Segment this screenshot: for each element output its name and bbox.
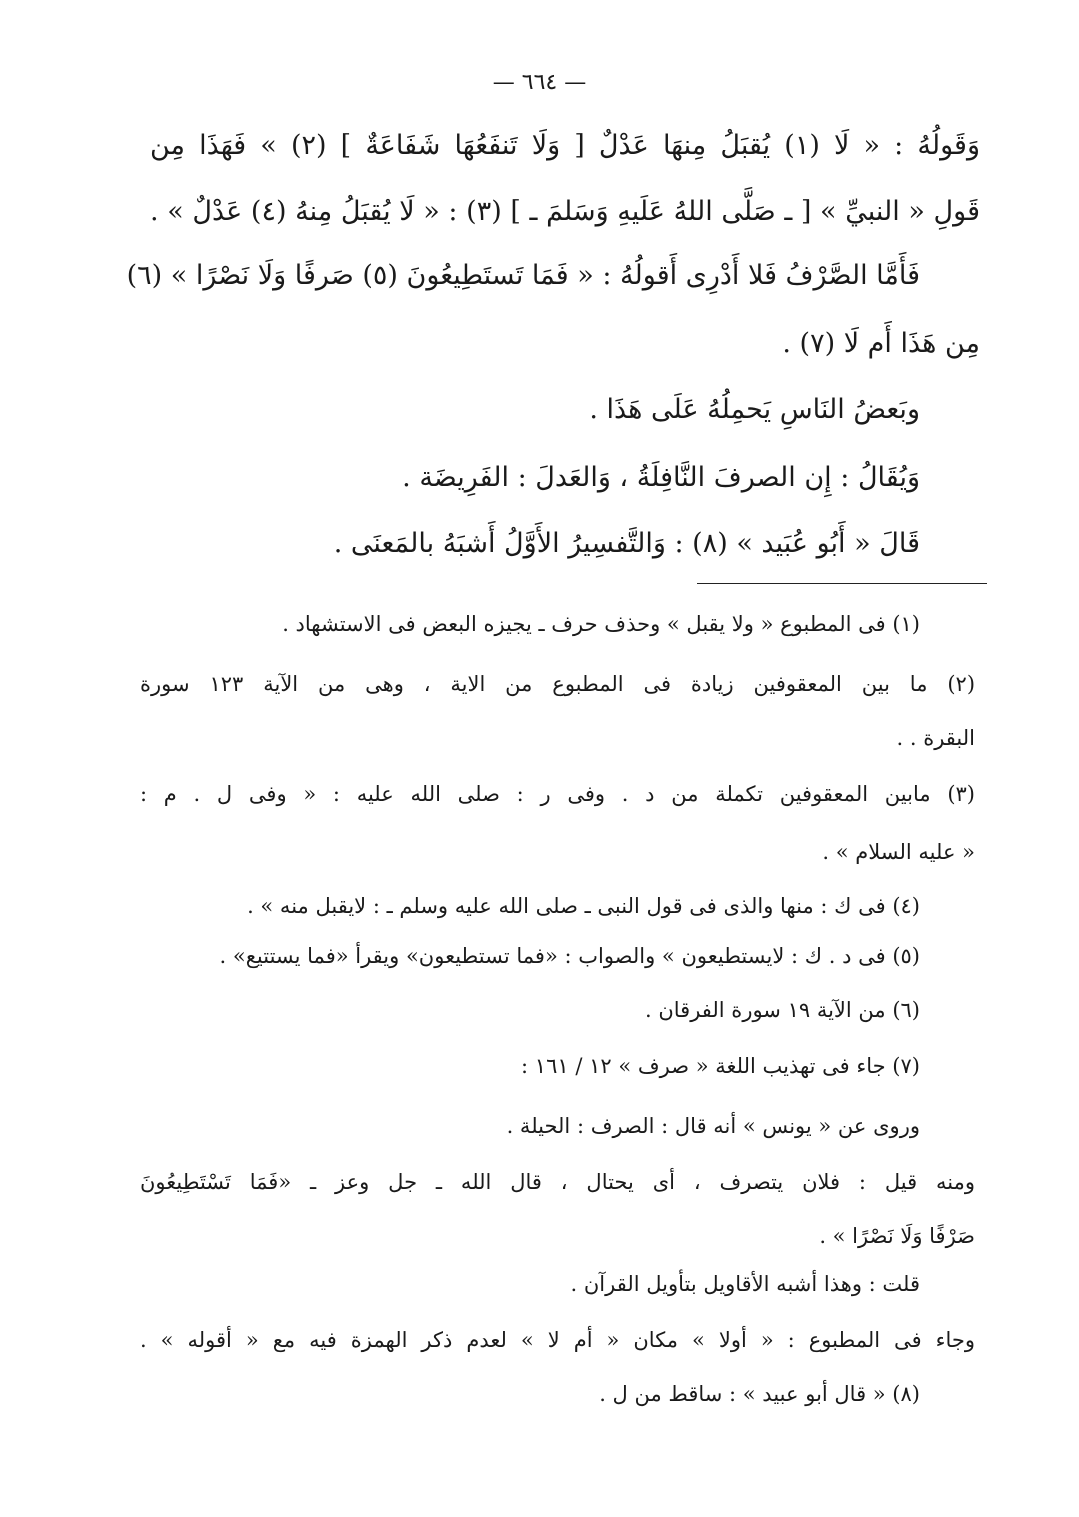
footnote-line: ومنه قيل : فلان يتصرف ، أى يحتال ، قال الله ـ جل وعز ـ «فَمَا تَسْتَطِيعُونَ xyxy=(140,1170,975,1194)
main-text-line: وَقَولُهُ : « لَا (١) يُقبَلُ مِنهَا عَدْلٌ [ وَلَا تَنفَعُهَا شَفَاعَةٌ ] (٢) » فَهَذَا مِن xyxy=(150,130,980,161)
main-text-line: فَأَمَّا الصَّرْفُ فَلا أَدْرِى أَقولُهُ : « فَمَا تَستَطِيعُونَ (٥) صَرفًا وَلَا نَصْرًا » (٦) xyxy=(126,260,920,291)
footnote-line: قلت : وهذا أشبه الأقاويل بتأويل القرآن . xyxy=(570,1272,920,1296)
footnote-line: (٧) جاء فى تهذيب اللغة « صرف » ١٢ / ١٦١ : xyxy=(521,1054,920,1078)
page-number: — ٦٦٤ — xyxy=(492,70,587,95)
footnote-line: (١) فى المطبوع « ولا يقبل » وحذف حرف ـ يجيزه البعض فى الاستشهاد . xyxy=(282,612,920,636)
main-text-line: قَالَ « أَبُو عُبَيد » (٨) : وَالتَّفسِيرُ الأَوَّلُ أَشبَهُ بالمَعنَى . xyxy=(333,528,920,559)
footnote-line: وجاء فى المطبوع : « أولا » مكان « أم لا » لعدم ذكر الهمزة فيه مع « أقوله » . xyxy=(140,1328,975,1352)
footnote-line: البقرة . . xyxy=(896,726,975,750)
footnote-line: وروى عن « يونس » أنه قال : الصرف : الحيلة . xyxy=(506,1114,920,1138)
footnote-line: (٥) فى د . ك : لايستطيعون » والصواب : «فما تستطيعون» ويقرأ «فما يستتيع» . xyxy=(219,944,920,968)
footnote-line: (٢) ما بين المعقوفين زيادة فى المطبوع من الاية ، وهى من الآية ١٢٣ سورة xyxy=(140,672,976,696)
footnote-line: (٨) « قال أبو عبيد » : ساقط من ل . xyxy=(599,1382,920,1406)
main-text-line: مِن هَذَا أَم لَا (٧) . xyxy=(782,328,980,359)
main-text-line: وَيُقَالُ : إِن الصرفَ النَّافِلَةُ ، وَالعَدلَ : الفَرِيضَة . xyxy=(402,462,920,493)
footnote-line: (٣) مابين المعقوفين تكملة من د . وفى ر : صلى الله عليه : « وفى ل . م : xyxy=(140,782,975,806)
footnote-line: « عليه السلام » . xyxy=(822,840,975,864)
main-text-line: وبَعضُ النَاسِ يَحمِلُهُ عَلَى هَذَا . xyxy=(589,394,920,425)
footnote-line: (٤) فى ك : منها والذى فى قول النبى ـ صلى الله عليه وسلم ـ : لايقبل منه » . xyxy=(247,894,920,918)
main-text-line: قَولِ « النبيِّ » [ ـ صَلَّى اللهُ عَلَيهِ وَسَلمَ ـ ] (٣) : « لَا يُقبَلُ مِنهُ (٤) عَدْلٌ » . xyxy=(150,196,980,227)
footnote-divider xyxy=(697,583,987,584)
footnote-line: صَرْفًا وَلَا نَصْرًا » . xyxy=(819,1224,975,1248)
footnote-line: (٦) من الآية ١٩ سورة الفرقان . xyxy=(644,998,920,1022)
